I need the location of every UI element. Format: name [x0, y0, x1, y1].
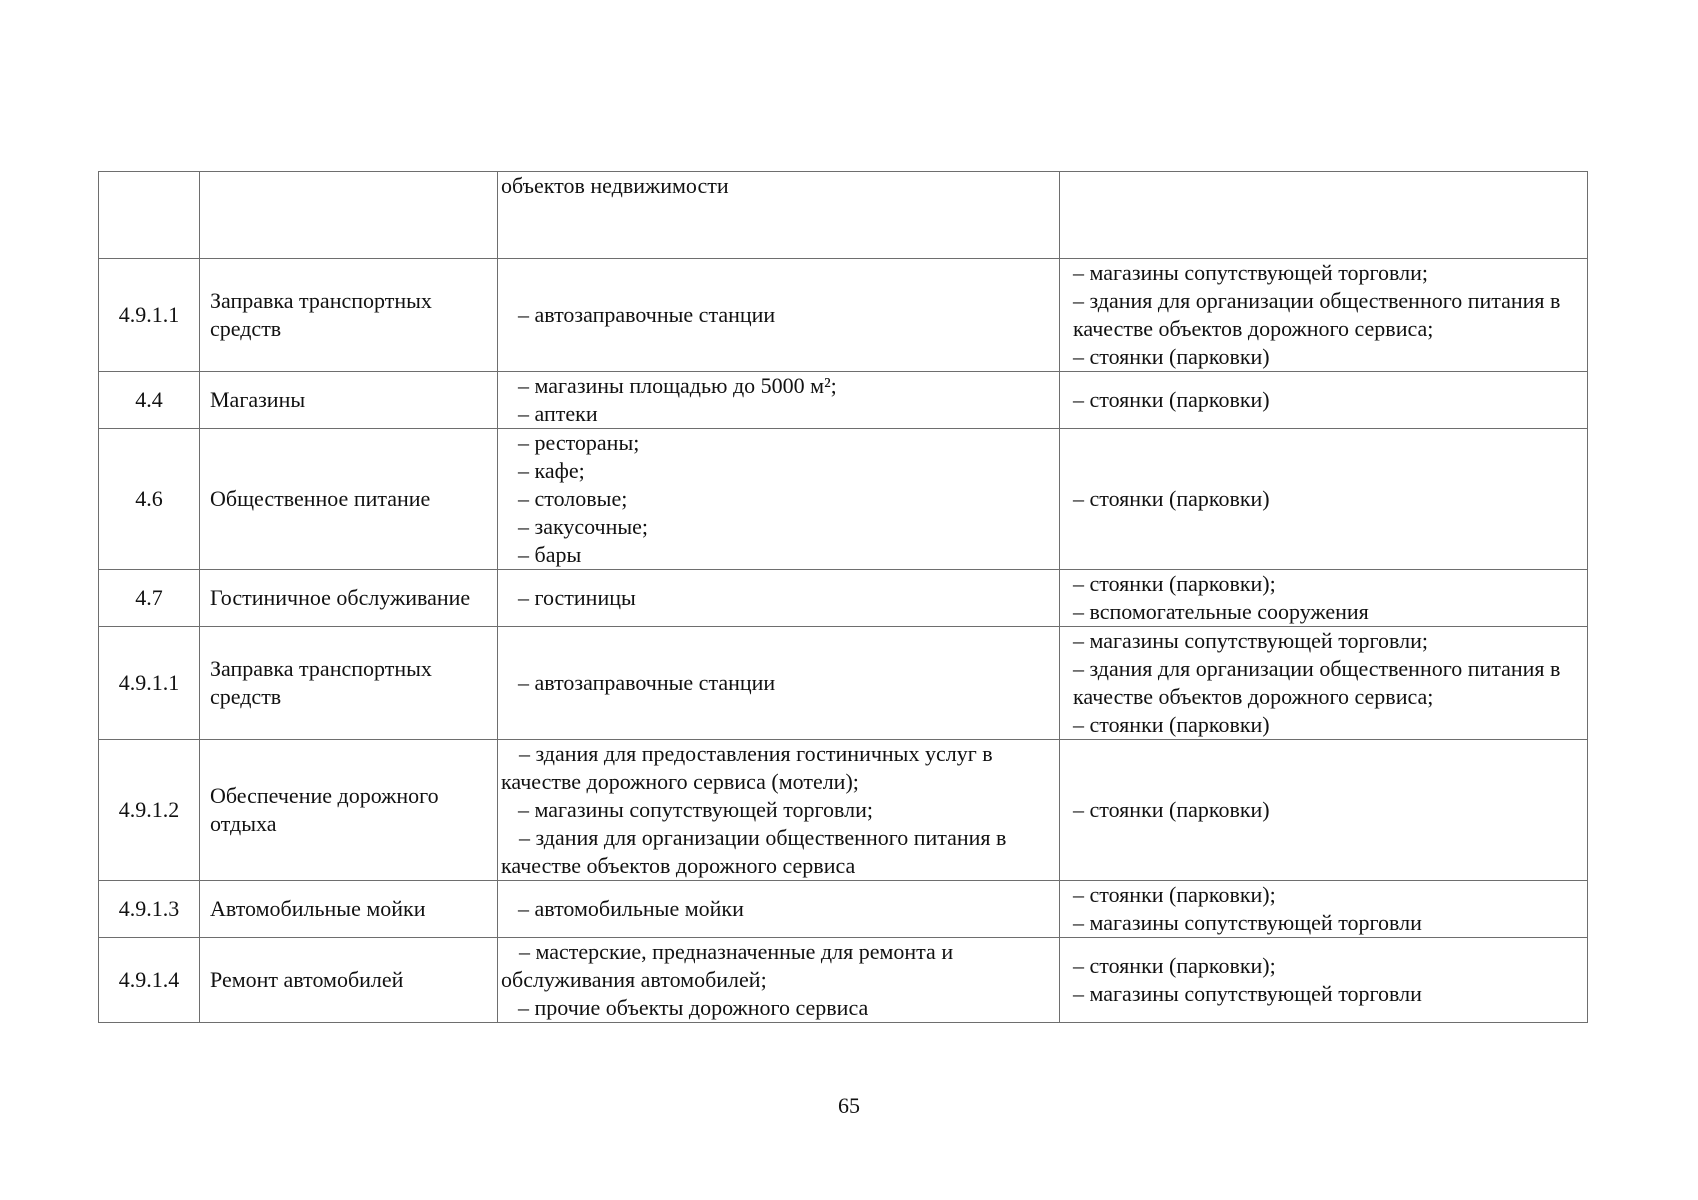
land-use-table-body — [99, 172, 1588, 1023]
row-use-name: Заправка транспортных средств — [200, 627, 498, 740]
row-code — [99, 172, 200, 259]
row-code: 4.6 — [99, 429, 200, 570]
row-use-name — [200, 172, 498, 259]
main-use-item: – автомобильные мойки — [518, 896, 744, 921]
table-row — [99, 740, 1588, 881]
main-use-item: – рестораны; — [518, 430, 640, 455]
main-use-item: – прочие объекты дорожного сервиса — [518, 995, 869, 1020]
row-main-uses — [498, 740, 1060, 881]
table-row — [99, 938, 1588, 1023]
page-number: 65 — [838, 1093, 860, 1118]
auxiliary-use-item: – стоянки (парковки) — [1073, 486, 1270, 511]
auxiliary-use-item: – стоянки (парковки); — [1073, 953, 1276, 978]
auxiliary-use-item: – здания для организации общественного питания в качестве объектов дорожного сервиса; — [1073, 656, 1561, 709]
row-auxiliary-uses — [1060, 938, 1588, 1023]
table-row — [99, 172, 1588, 259]
auxiliary-use-item: – стоянки (парковки) — [1073, 712, 1270, 737]
row-main-uses — [498, 372, 1060, 429]
row-auxiliary-uses — [1060, 570, 1588, 627]
row-use-name: Обеспечение дорожного отдыха — [200, 740, 498, 881]
land-use-table — [98, 171, 1588, 1023]
auxiliary-use-item: – стоянки (парковки); — [1073, 882, 1276, 907]
auxiliary-use-item: – стоянки (парковки); — [1073, 571, 1276, 596]
table-row — [99, 372, 1588, 429]
row-use-name: Гостиничное обслуживание — [200, 570, 498, 627]
row-code: 4.9.1.2 — [99, 740, 200, 881]
auxiliary-use-item: – магазины сопутствующей торговли; — [1073, 628, 1428, 653]
auxiliary-use-item: – магазины сопутствующей торговли — [1073, 981, 1422, 1006]
row-main-uses — [498, 429, 1060, 570]
row-main-uses — [498, 172, 1060, 259]
main-use-item: объектов недвижимости — [501, 173, 729, 198]
main-use-item: – автозаправочные станции — [518, 302, 776, 327]
main-use-item: – кафе; — [518, 458, 585, 483]
main-use-item: – столовые; — [518, 486, 628, 511]
row-code: 4.9.1.1 — [99, 259, 200, 372]
row-main-uses — [498, 570, 1060, 627]
table-row — [99, 429, 1588, 570]
main-use-item: – аптеки — [518, 401, 598, 426]
row-use-name: Автомобильные мойки — [200, 881, 498, 938]
main-use-item: – магазины сопутствующей торговли; — [518, 797, 873, 822]
row-auxiliary-uses — [1060, 172, 1588, 259]
main-use-item: – магазины площадью до 5000 м²; — [518, 373, 837, 398]
row-auxiliary-uses — [1060, 372, 1588, 429]
row-auxiliary-uses — [1060, 881, 1588, 938]
row-code: 4.9.1.3 — [99, 881, 200, 938]
table-row — [99, 627, 1588, 740]
row-auxiliary-uses — [1060, 429, 1588, 570]
main-use-item: – мастерские, предназначенные для ремонта и обслуживания автомобилей; — [501, 939, 954, 992]
row-code: 4.7 — [99, 570, 200, 627]
main-use-item: – бары — [518, 542, 582, 567]
main-use-item: – здания для организации общественного питания в качестве объектов дорожного сервиса — [501, 825, 1007, 878]
row-use-name: Заправка транспортных средств — [200, 259, 498, 372]
row-auxiliary-uses — [1060, 259, 1588, 372]
row-auxiliary-uses — [1060, 740, 1588, 881]
row-code: 4.9.1.1 — [99, 627, 200, 740]
row-main-uses — [498, 627, 1060, 740]
row-auxiliary-uses — [1060, 627, 1588, 740]
row-use-name: Ремонт автомобилей — [200, 938, 498, 1023]
main-use-item: – автозаправочные станции — [518, 670, 776, 695]
auxiliary-use-item: – магазины сопутствующей торговли — [1073, 910, 1422, 935]
table-row — [99, 259, 1588, 372]
row-use-name: Магазины — [200, 372, 498, 429]
row-code: 4.9.1.4 — [99, 938, 200, 1023]
row-main-uses — [498, 259, 1060, 372]
row-code: 4.4 — [99, 372, 200, 429]
auxiliary-use-item: – вспомогательные сооружения — [1073, 599, 1369, 624]
row-main-uses — [498, 938, 1060, 1023]
table-row — [99, 570, 1588, 627]
main-use-item: – здания для предоставления гостиничных услуг в качестве дорожного сервиса (мотели); — [501, 741, 993, 794]
row-use-name: Общественное питание — [200, 429, 498, 570]
main-use-item: – закусочные; — [518, 514, 649, 539]
auxiliary-use-item: – стоянки (парковки) — [1073, 344, 1270, 369]
auxiliary-use-item: – стоянки (парковки) — [1073, 797, 1270, 822]
auxiliary-use-item: – здания для организации общественного питания в качестве объектов дорожного сервиса; — [1073, 288, 1561, 341]
row-main-uses — [498, 881, 1060, 938]
auxiliary-use-item: – магазины сопутствующей торговли; — [1073, 260, 1428, 285]
main-use-item: – гостиницы — [518, 585, 636, 610]
table-row — [99, 881, 1588, 938]
auxiliary-use-item: – стоянки (парковки) — [1073, 387, 1270, 412]
